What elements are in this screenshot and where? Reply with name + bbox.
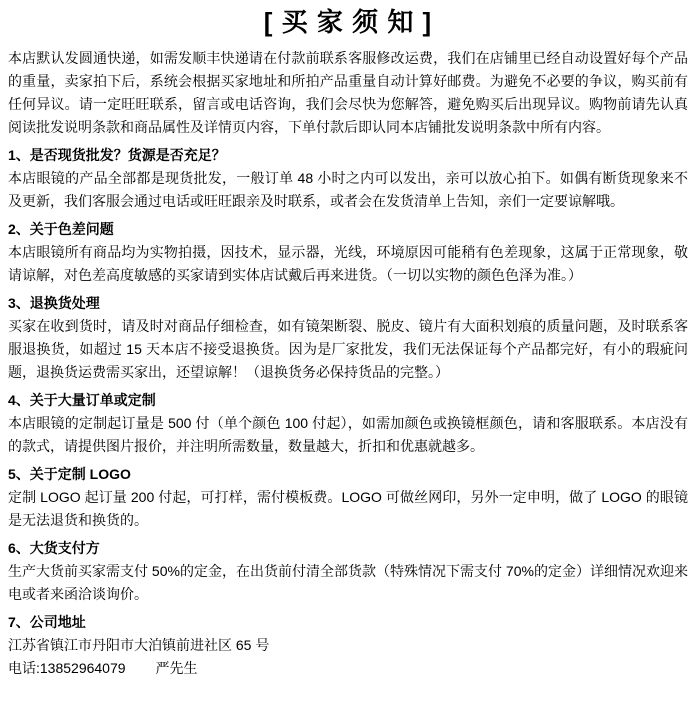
contact-name: 严先生 — [155, 660, 198, 676]
section-heading: 5、关于定制 LOGO — [8, 466, 131, 482]
section-stock — [8, 143, 688, 213]
section-body: 买家在收到货时，请及时对商品仔细检查，如有镜架断裂、脱皮、镜片有大面积划痕的质量问题，及时联系客服退换货，如超过 15 天本店不接受退换货。因为是厂家批发，我们无法保证每个产品都完好，有小的瑕疵问题，退换货运费需买家出，还望谅解！（退换货务必保持货品的完整。） — [8, 318, 688, 380]
section-bulk-orders — [8, 388, 688, 458]
section-company-address — [8, 610, 688, 680]
section-heading: 7、公司地址 — [8, 614, 86, 630]
section-heading: 1、是否现货批发？货源是否充足？ — [8, 147, 226, 163]
section-heading: 4、关于大量订单或定制 — [8, 392, 156, 408]
section-heading: 2、关于色差问题 — [8, 221, 114, 237]
section-body: 生产大货前买家需支付 50%的定金，在出货前付清全部货款（特殊情况下需支付 70%的定金）详细情况欢迎来电或者来函洽谈询价。 — [8, 563, 688, 602]
company-address: 江苏省镇江市丹阳市大泊镇前进社区 65 号 — [8, 637, 270, 653]
section-returns — [8, 291, 688, 384]
section-body: 本店眼镜的产品全部都是现货批发，一般订单 48 小时之内可以发出，亲可以放心拍下。如偶有断货现象来不及更新，我们客服会通过电话或旺旺跟亲及时联系，或者会在发货清单上告知，亲们一定要谅解哦。 — [8, 170, 688, 209]
section-color-difference — [8, 217, 688, 287]
phone-line — [8, 657, 688, 680]
phone-number: 电话:13852964079 — [8, 660, 126, 676]
section-body: 本店眼镜所有商品均为实物拍摄，因技术，显示器，光线，环境原因可能稍有色差现象，这属于正常现象，敬请谅解，对色差高度敏感的买家请到实体店试戴后再来进货。（一切以实物的颜色色泽为准。） — [8, 244, 688, 283]
section-body: 本店眼镜的定制起订量是 500 付（单个颜色 100 付起），如需加颜色或换镜框颜色，请和客服联系。本店没有的款式，请提供图片报价，并注明所需数量，数量越大，折扣和优惠就越多。 — [8, 415, 688, 454]
section-custom-logo — [8, 462, 688, 532]
page-title: [ 买 家 须 知 ] — [263, 7, 433, 37]
section-heading: 6、大货支付方 — [8, 540, 100, 556]
section-payment — [8, 536, 688, 606]
intro-paragraph: 本店默认发圆通快递，如需发顺丰快递请在付款前联系客服修改运费，我们在店铺里已经自动设置好每个产品的重量，卖家拍下后，系统会根据买家地址和所拍产品重量自动计算好邮费。为避免不必要的争议，购买前有任何异议。请一定旺旺联系，留言或电话咨询，我们会尽快为您解答，避免购买后出现异议。购物前请先认真阅读批发说明条款和商品属性及详情页内容，下单付款后即认同本店铺批发说明条款中所有内容。 — [8, 50, 688, 135]
section-body: 定制 LOGO 起订量 200 付起，可打样，需付模板费。LOGO 可做丝网印，另外一定申明，做了 LOGO 的眼镜是无法退货和换货的。 — [8, 489, 688, 528]
section-heading: 3、退换货处理 — [8, 295, 100, 311]
